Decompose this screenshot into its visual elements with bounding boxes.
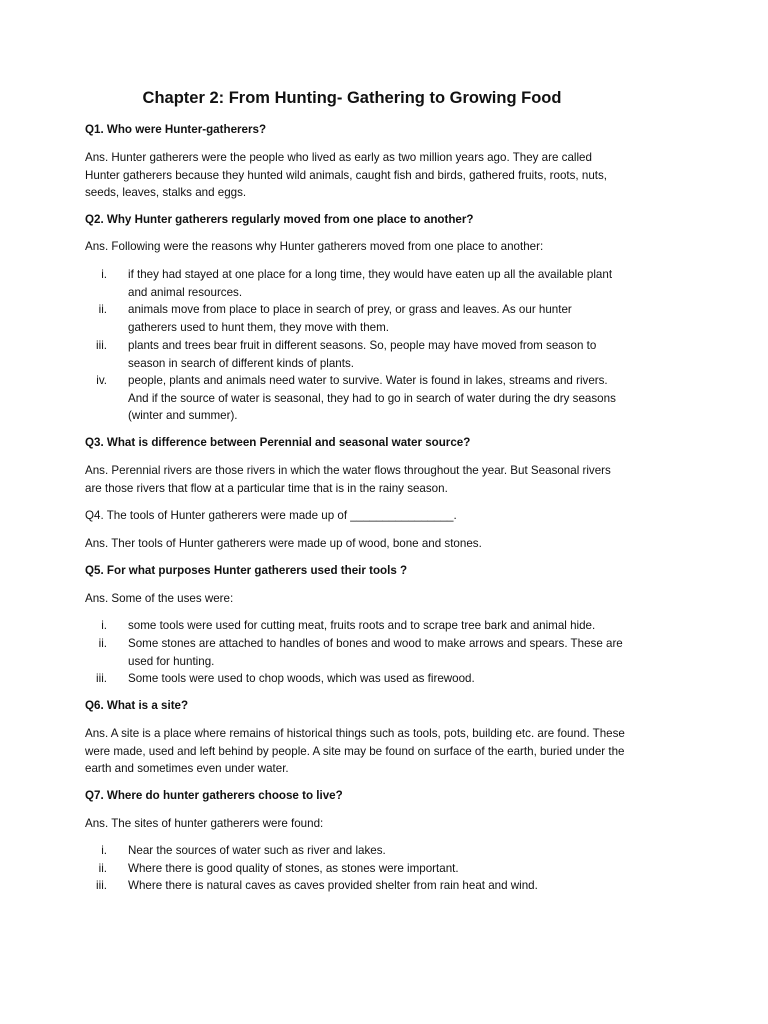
list-text: Some stones are attached to handles of bones and wood to make arrows and spears. These are used for hunting. — [128, 637, 623, 668]
list-number: iii. — [96, 879, 107, 892]
list-number: ii. — [98, 862, 107, 875]
page-title: Chapter 2: From Hunting- Gathering to Growing Food — [142, 89, 562, 107]
answer-3: Ans. Perennial rivers are those rivers in which the water flows throughout the year. But Seasonal rivers are those rivers that flow at a particular time that is in the rainy season. — [85, 464, 611, 495]
question-3: Q3. What is difference between Perennial and seasonal water source? — [85, 436, 471, 449]
answer-7: Ans. The sites of hunter gatherers were found: — [85, 817, 324, 830]
list-number: iii. — [96, 672, 107, 685]
list-number: ii. — [98, 637, 107, 650]
question-7: Q7. Where do hunter gatherers choose to live? — [85, 789, 343, 802]
answer-6: Ans. A site is a place where remains of historical things such as tools, pots, building etc. are found. These were made, used and left behind by people. A site may be found on surface of the earth, buried under the earth and sometimes even under water. — [85, 727, 625, 776]
list-text: if they had stayed at one place for a long time, they would have eaten up all the available plant and animal resources. — [128, 268, 613, 299]
answer-5: Ans. Some of the uses were: — [85, 592, 234, 605]
answer-1: Ans. Hunter gatherers were the people who lived as early as two million years ago. They are called Hunter gatherers because they hunted wild animals, caught fish and birds, gathered fruits, roots, nuts, seeds, leaves, stalks and eggs. — [85, 151, 608, 200]
list-text: some tools were used for cutting meat, fruits roots and to scrape tree bark and animal hide. — [128, 619, 596, 632]
list-text: Near the sources of water such as river and lakes. — [128, 844, 386, 857]
answer-2: Ans. Following were the reasons why Hunter gatherers moved from one place to another: — [85, 240, 544, 253]
question-4: Q4. The tools of Hunter gatherers were made up of ________________. — [85, 509, 457, 522]
question-5: Q5. For what purposes Hunter gatherers used their tools ? — [85, 564, 408, 577]
question-6: Q6. What is a site? — [85, 699, 189, 712]
list-number: iv. — [96, 374, 107, 387]
list-text: animals move from place to place in search of prey, or grass and leaves. As our hunter gatherers used to hunt them, they move with them. — [128, 303, 572, 334]
list-text: Where there is natural caves as caves provided shelter from rain heat and wind. — [128, 879, 538, 892]
list-text: plants and trees bear fruit in different seasons. So, people may have moved from season to season in search of different kinds of plants. — [128, 339, 597, 370]
list-number: i. — [101, 844, 107, 857]
list-number: iii. — [96, 339, 107, 352]
question-1: Q1. Who were Hunter-gatherers? — [85, 123, 267, 136]
list-number: i. — [101, 619, 107, 632]
list-text: Some tools were used to chop woods, which was used as firewood. — [128, 672, 475, 685]
list-number: i. — [101, 268, 107, 281]
question-2: Q2. Why Hunter gatherers regularly moved from one place to another? — [85, 213, 474, 226]
list-text: Where there is good quality of stones, as stones were important. — [128, 862, 459, 875]
list-number: ii. — [98, 303, 107, 316]
answer-4: Ans. Ther tools of Hunter gatherers were made up of wood, bone and stones. — [85, 537, 482, 550]
list-text: people, plants and animals need water to survive. Water is found in lakes, streams and rivers. And if the source of water is seasonal, they had to go in search of water during the dry seasons (winter and summer). — [128, 374, 616, 423]
